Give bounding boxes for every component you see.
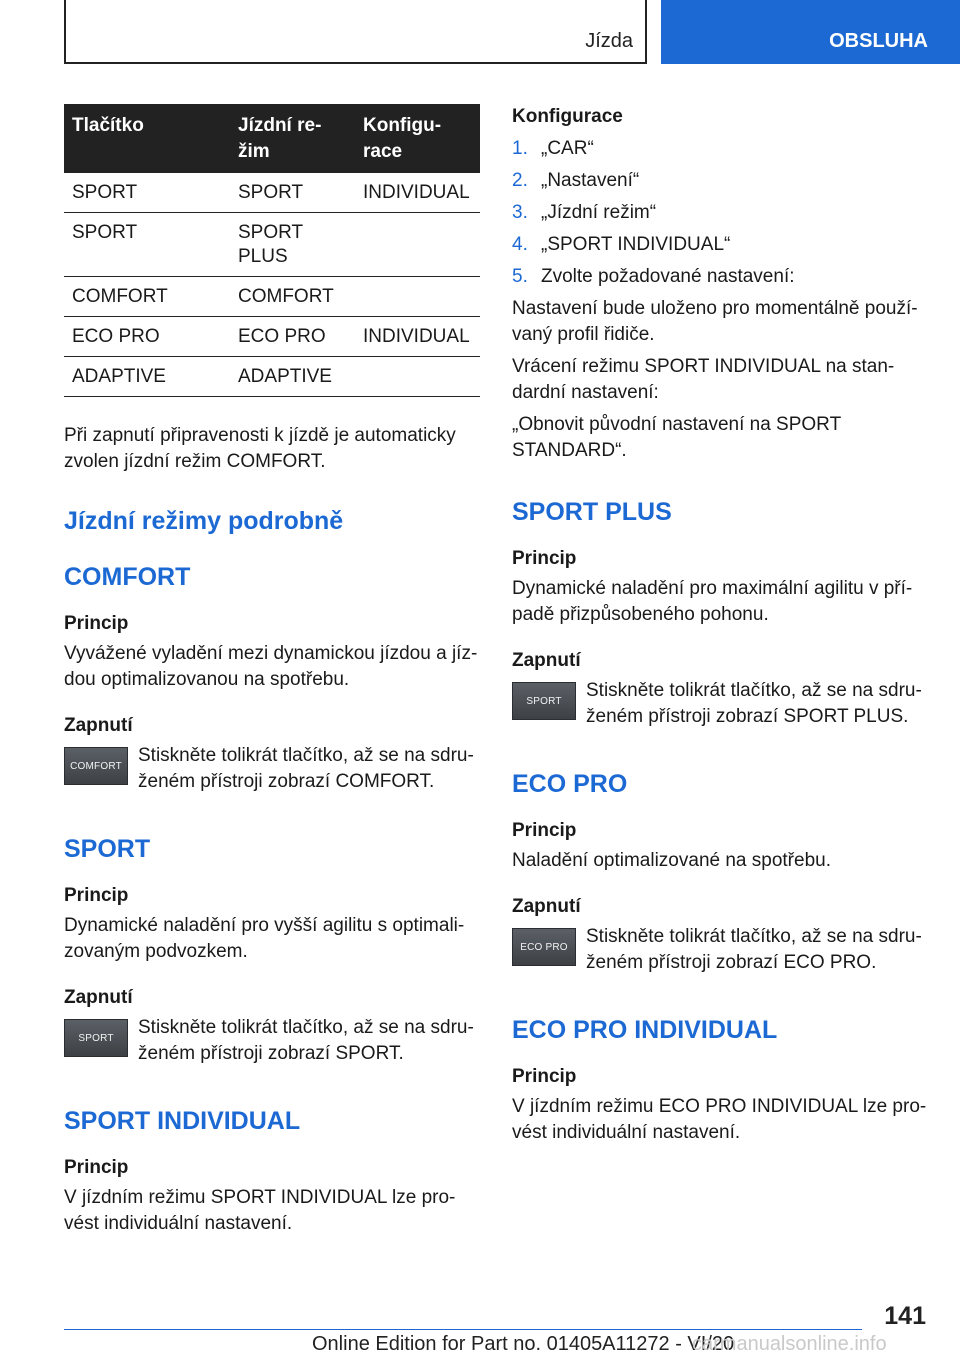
table-header-row [64, 104, 480, 173]
table-cell [355, 357, 480, 397]
table-cell: INDIVIDUAL [355, 317, 480, 357]
eco-pro-individual-princip-label: Princip [512, 1066, 577, 1087]
sport-plus-princip-text: Dynamické naladění pro maximální agilitu v pří-padě přizpůsobeného pohonu. [512, 578, 913, 625]
table-cell [355, 213, 480, 277]
right-column [512, 104, 928, 1146]
konfigurace-label: Konfigurace [512, 106, 623, 127]
comfort-zapnuti-text: Stiskněte tolikrát tlačítko, až se na sdru-ženém přístroji zobrazí COMFORT. [138, 745, 474, 792]
sport-plus-princip-label: Princip [512, 548, 577, 569]
section-title: Jízda [585, 30, 633, 52]
step-text: „SPORT INDIVIDUAL“ [541, 234, 731, 255]
sport-plus-instruction [512, 678, 928, 730]
table-cell: ADAPTIVE [230, 357, 355, 397]
step-number: 2. [512, 170, 528, 191]
table-cell: ECO PRO [64, 317, 230, 357]
sport-individual-princip-label: Princip [64, 1157, 129, 1178]
step-text: Zvolte požadované nastavení: [541, 266, 795, 287]
list-item [512, 168, 928, 194]
comfort-heading: COMFORT [64, 563, 191, 591]
sport-zapnuti-text: Stiskněte tolikrát tlačítko, až se na sdru-ženém přístroji zobrazí SPORT. [138, 1017, 474, 1064]
sport-zapnuti-label: Zapnutí [64, 987, 133, 1008]
sport-individual-heading: SPORT INDIVIDUAL [64, 1107, 301, 1135]
table-row [64, 213, 480, 277]
step-text: „Nastavení“ [541, 170, 640, 191]
list-item [512, 232, 928, 258]
comfort-princip-label: Princip [64, 613, 129, 634]
eco-pro-button-image: ECO PRO [512, 928, 576, 966]
eco-pro-instruction [512, 924, 928, 976]
note-saved-profile: Nastavení bude uloženo pro momentálně použí-vaný profil řidiče. [512, 298, 918, 345]
chapter-tab[interactable] [661, 0, 960, 64]
sport-plus-zapnuti-text: Stiskněte tolikrát tlačítko, až se na sdru-ženém přístroji zobrazí SPORT PLUS. [586, 680, 922, 727]
header-frame [64, 0, 647, 64]
konfigurace-steps [512, 136, 928, 290]
eco-pro-heading: ECO PRO [512, 770, 628, 798]
comfort-zapnuti-label: Zapnutí [64, 715, 133, 736]
chapter-label: OBSLUHA [829, 30, 928, 52]
table-row [64, 173, 480, 213]
edition-text: Online Edition for Part no. 01405A11272 - VI/20 [312, 1333, 735, 1355]
intro-text: Při zapnutí připravenosti k jízdě je automaticky zvolen jízdní režim COMFORT. [64, 425, 456, 472]
watermark-logo: carmanualsonline.info [692, 1333, 887, 1355]
table-header-cell: Jízdní re- žim [230, 104, 355, 173]
sport-button-image: SPORT [64, 1019, 128, 1057]
eco-pro-individual-heading: ECO PRO INDIVIDUAL [512, 1016, 778, 1044]
step-number: 3. [512, 202, 528, 223]
table-row [64, 277, 480, 317]
step-number: 4. [512, 234, 528, 255]
sport-instruction [64, 1015, 480, 1067]
eco-pro-princip-text: Naladění optimalizované na spotřebu. [512, 850, 831, 871]
left-column [64, 104, 480, 1237]
sport-princip-text: Dynamické naladění pro vyšší agilitu s optimali-zovaným podvozkem. [64, 915, 465, 962]
step-number: 1. [512, 138, 528, 159]
table-row [64, 357, 480, 397]
comfort-princip-text: Vyvážené vyladění mezi dynamickou jízdou a jíz-dou optimalizovanou na spotřebu. [64, 643, 478, 690]
comfort-button-image: COMFORT [64, 747, 128, 785]
table-cell: SPORT [230, 173, 355, 213]
sport-plus-button-image: SPORT [512, 682, 576, 720]
table-cell: COMFORT [230, 277, 355, 317]
sport-individual-princip-text: V jízdním režimu SPORT INDIVIDUAL lze pro-vést individuální nastavení. [64, 1187, 456, 1234]
page-number: 141 [884, 1302, 926, 1330]
note-reset: Vrácení režimu SPORT INDIVIDUAL na stan-dardní nastavení: [512, 356, 895, 403]
step-text: „CAR“ [541, 138, 594, 159]
list-item [512, 264, 928, 290]
table-header-cell: Konfigu- race [355, 104, 480, 173]
eco-pro-zapnuti-text: Stiskněte tolikrát tlačítko, až se na sdru-ženém přístroji zobrazí ECO PRO. [586, 926, 922, 973]
footer-divider [64, 1329, 862, 1330]
table-cell: COMFORT [64, 277, 230, 317]
table-row [64, 317, 480, 357]
sport-plus-zapnuti-label: Zapnutí [512, 650, 581, 671]
eco-pro-individual-princip-text: V jízdním režimu ECO PRO INDIVIDUAL lze pro-vést individuální nastavení. [512, 1096, 927, 1143]
step-number: 5. [512, 266, 528, 287]
sport-heading: SPORT [64, 835, 151, 863]
main-heading: Jízdní režimy podrobně [64, 507, 344, 535]
step-text: „Jízdní režim“ [541, 202, 657, 223]
sport-plus-heading: SPORT PLUS [512, 498, 672, 526]
list-item [512, 136, 928, 162]
table-cell: SPORT [64, 173, 230, 213]
drive-mode-table [64, 104, 480, 397]
table-cell: ADAPTIVE [64, 357, 230, 397]
table-header-cell: Tlačítko [64, 104, 230, 173]
table-cell: ECO PRO [230, 317, 355, 357]
eco-pro-zapnuti-label: Zapnutí [512, 896, 581, 917]
table-cell: SPORT [64, 213, 230, 277]
list-item [512, 200, 928, 226]
table-cell: INDIVIDUAL [355, 173, 480, 213]
comfort-instruction [64, 743, 480, 795]
sport-princip-label: Princip [64, 885, 129, 906]
eco-pro-princip-label: Princip [512, 820, 577, 841]
table-cell [355, 277, 480, 317]
table-cell: SPORT PLUS [230, 213, 355, 277]
note-reset-menu: „Obnovit původní nastavení na SPORT STANDARD“. [512, 414, 841, 461]
